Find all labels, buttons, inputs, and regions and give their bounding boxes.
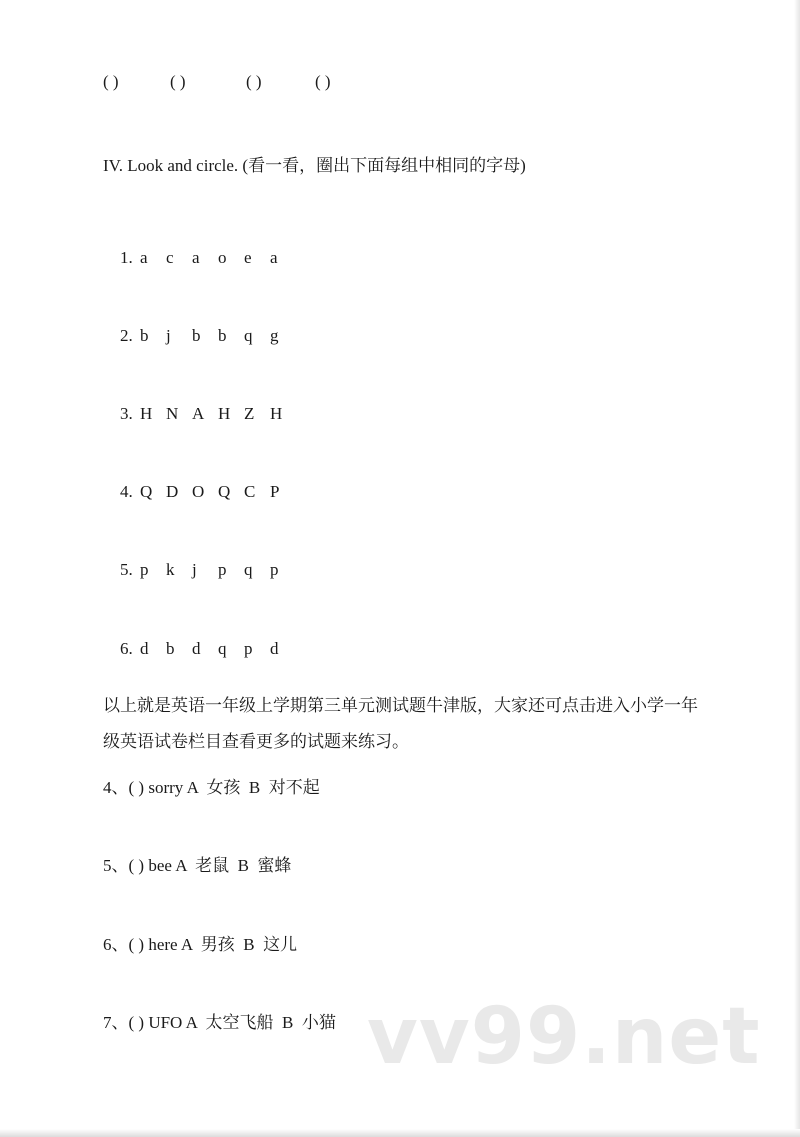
letter: p [140,560,149,579]
answer-blank: ( ) [103,72,119,91]
letter: c [166,248,174,267]
letter: q [218,639,227,658]
letter: H [140,404,153,423]
item-number: 6. [120,639,133,658]
answer-parentheses-row [0,72,800,92]
letter: C [244,482,256,501]
item-number: 2. [120,326,133,345]
item-number: 4. [120,482,133,501]
letter: j [192,560,197,579]
letter: a [270,248,278,267]
letter: b [166,639,175,658]
letter: N [166,404,179,423]
answer-blank: ( ) [315,72,331,91]
letter: b [140,326,149,345]
letter: j [166,326,171,345]
letter: b [218,326,227,345]
summary-paragraph: 以上就是英语一年级上学期第三单元测试题牛津版，大家还可点击进入小学一年级英语试卷栏目查看更多的试题来练习。 [103,696,698,751]
letter: a [192,248,200,267]
letter: p [270,560,279,579]
letter: o [218,248,227,267]
letter-group-row [103,462,296,522]
letter: g [270,326,279,345]
question-item: 4、( ) sorry A 女孩 B 对不起 [103,778,320,797]
letter: H [218,404,231,423]
item-number: 1. [120,248,133,267]
page-bottom-shadow [0,1129,800,1137]
letter: O [192,482,205,501]
question-item: 6、( ) here A 男孩 B 这儿 [103,935,298,954]
letter: e [244,248,252,267]
letter: p [244,639,253,658]
letter: p [218,560,227,579]
letter: d [140,639,149,658]
letter: a [140,248,148,267]
item-number: 3. [120,404,133,423]
letter: b [192,326,201,345]
letter: q [244,560,253,579]
item-number: 5. [120,560,133,579]
section-heading: IV. Look and circle. (看一看，圈出下面每组中相同的字母) [103,156,526,175]
letter: k [166,560,175,579]
letter-group-row [103,619,296,679]
letter: q [244,326,253,345]
letter-group-row [103,306,296,366]
letter: Q [218,482,231,501]
question-item: 7、( ) UFO A 太空飞船 B 小猫 [103,1013,336,1032]
letter: Q [140,482,153,501]
page-edge-shadow [794,0,800,1137]
letter: Z [244,404,255,423]
letter: d [270,639,279,658]
letter: D [166,482,179,501]
letter-group-row [103,540,296,600]
letter-group-row [103,384,296,444]
letter: H [270,404,283,423]
question-item: 5、( ) bee A 老鼠 B 蜜蜂 [103,856,292,875]
answer-blank: ( ) [170,72,186,91]
letter-group-row [103,228,296,288]
answer-blank: ( ) [246,72,262,91]
letter: P [270,482,280,501]
letter: A [192,404,205,423]
watermark: vv99.net [367,992,761,1082]
letter: d [192,639,201,658]
